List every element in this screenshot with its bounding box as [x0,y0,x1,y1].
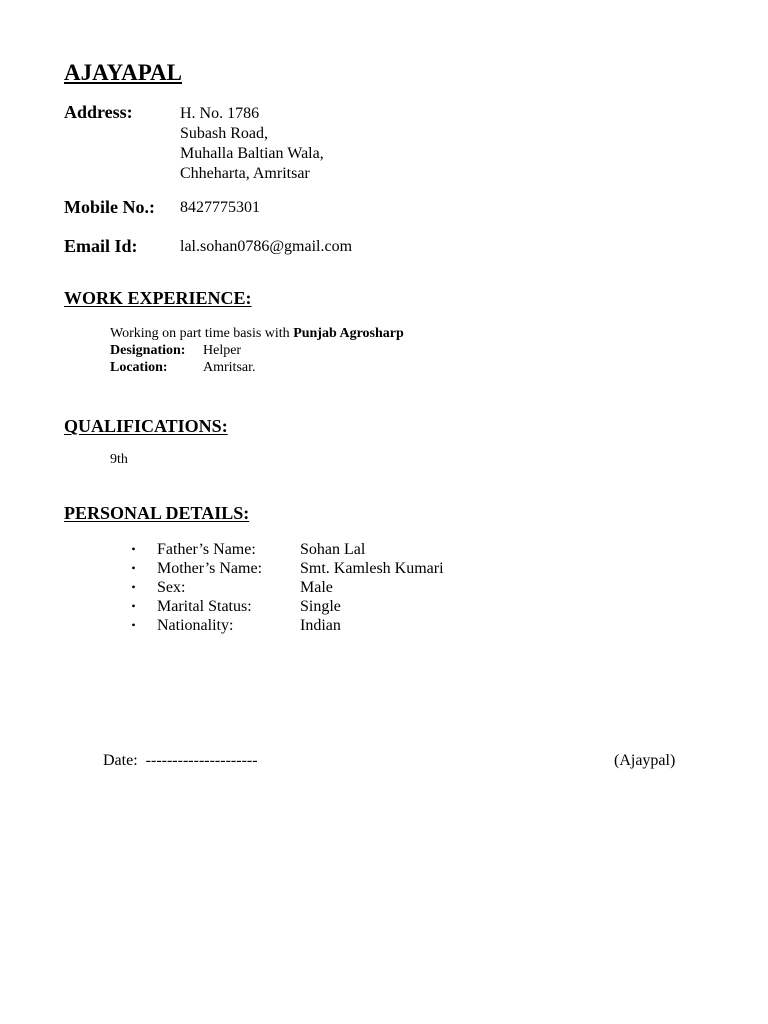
list-item [110,559,444,578]
detail-label: Nationality: [157,617,234,634]
bullet-icon: • [131,580,136,594]
address-line: H. No. 1786 [180,105,260,122]
detail-value: Sohan Lal [300,541,366,558]
qualification-value: 9th [110,452,128,467]
detail-label: Father’s Name: [157,541,256,558]
date-label: Date: [103,752,138,769]
detail-value: Male [300,579,333,596]
date-value: --------------------- [145,752,258,769]
applicant-name: AJAYAPAL [64,60,183,85]
location-label: Location: [110,360,168,375]
mobile-label: Mobile No.: [64,197,155,217]
qualifications-heading: QUALIFICATIONS: [64,416,228,436]
mobile-value: 8427775301 [180,199,260,216]
email-value: lal.sohan0786@gmail.com [180,238,353,255]
email-label: Email Id: [64,236,138,256]
work-intro-text: Working on part time basis with [110,326,294,341]
detail-label: Sex: [157,579,186,596]
personal-details-list [110,540,444,635]
date-line [103,752,258,770]
address-block [180,104,324,184]
work-experience-heading: WORK EXPERIENCE: [64,288,252,308]
work-intro [110,325,404,342]
location-row [110,359,404,376]
bullet-icon: • [131,542,136,556]
detail-value: Smt. Kamlesh Kumari [300,560,444,577]
detail-label: Mother’s Name: [157,560,263,577]
detail-label: Marital Status: [157,598,252,615]
list-item [110,597,444,616]
designation-value: Helper [203,343,242,358]
designation-row [110,342,404,359]
company-name: Punjab Agrosharp [293,326,404,341]
address-line: Muhalla Baltian Wala, [180,145,324,162]
bullet-icon: • [131,618,136,632]
designation-label: Designation: [110,343,186,358]
location-value: Amritsar. [203,360,256,375]
list-item [110,616,444,635]
address-line: Chheharta, Amritsar [180,165,310,182]
signature: (Ajaypal) [614,752,676,769]
list-item [110,540,444,559]
bullet-icon: • [131,599,136,613]
bullet-icon: • [131,561,136,575]
personal-details-heading: PERSONAL DETAILS: [64,503,250,523]
address-label: Address: [64,102,133,122]
detail-value: Single [300,598,341,615]
list-item [110,578,444,597]
detail-value: Indian [300,617,341,634]
work-experience-block [110,325,404,376]
address-line: Subash Road, [180,125,268,142]
